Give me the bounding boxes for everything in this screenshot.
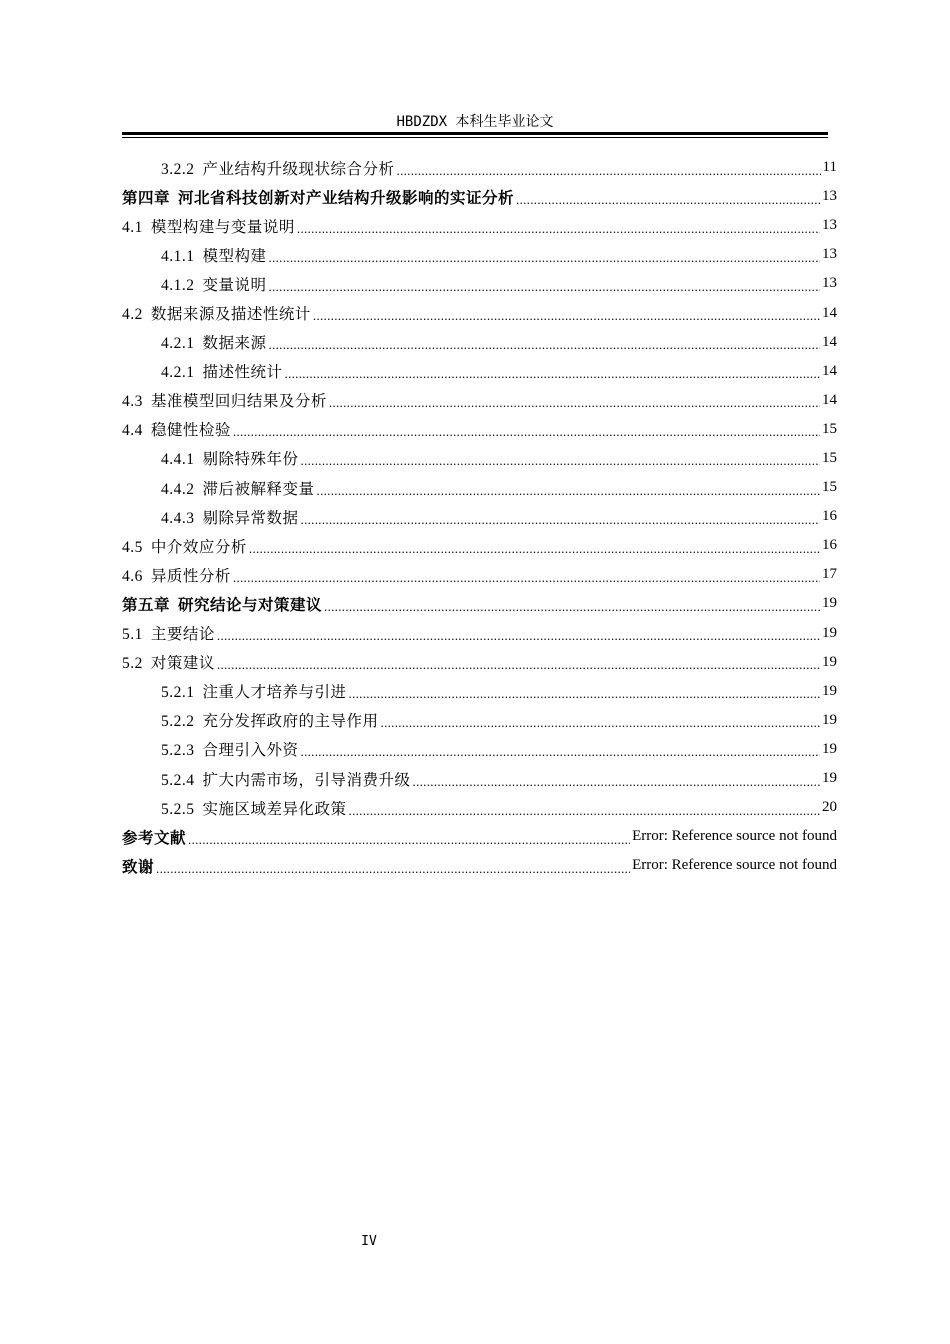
toc-entry-number: 4.4.3: [161, 509, 195, 527]
header-rule-thin: [122, 137, 828, 138]
toc-entry-title: 剔除特殊年份: [202, 450, 299, 469]
dot-leader: [285, 366, 820, 382]
toc-entry-label: [122, 389, 327, 411]
toc-entry-page: 13: [822, 246, 837, 263]
toc-entry-label: [122, 418, 231, 440]
toc-entry-title: 产业结构升级现状综合分析: [202, 159, 395, 178]
toc-entry[interactable]: [122, 822, 837, 851]
toc-entry-number: 4.1.1: [161, 247, 195, 265]
toc-entry-page: 19: [822, 595, 837, 612]
toc-entry-page: 19: [822, 624, 837, 641]
toc-entry-number: 5.2.3: [161, 742, 195, 760]
toc-entry[interactable]: [122, 793, 837, 822]
toc-entry-label: [122, 826, 186, 848]
toc-entry-title: 致谢: [122, 856, 155, 876]
toc-entry-label: [161, 447, 299, 469]
dot-leader: [329, 395, 820, 411]
toc-entry[interactable]: [122, 444, 837, 473]
toc-entry-title: 模型构建: [202, 246, 267, 265]
toc-entry-number: 4.1.2: [161, 276, 195, 294]
toc-entry-page: 19: [822, 711, 837, 728]
toc-entry-label: [161, 738, 299, 760]
toc-entry-title: 参考文献: [122, 827, 187, 847]
toc-entry-label: [161, 680, 347, 702]
toc-entry-title: 模型构建与变量说明: [150, 217, 295, 236]
toc-entry[interactable]: [122, 619, 837, 648]
toc-entry-page: Error: Reference source not found: [632, 857, 837, 874]
toc-entry[interactable]: [122, 706, 837, 735]
toc-entry-page: 13: [822, 217, 837, 234]
toc-entry-title: 中介效应分析: [150, 537, 247, 556]
toc-entry[interactable]: [122, 851, 837, 880]
toc-entry-title: 扩大内需市场，引导消费升级: [202, 770, 411, 789]
toc-entry-label: [122, 535, 247, 557]
toc-entry-title: 稳健性检验: [150, 421, 231, 440]
dot-leader: [269, 250, 820, 266]
toc-entry-number: 4.3: [122, 393, 143, 411]
toc-entry-number: 4.1: [122, 218, 143, 236]
toc-entry-label: [161, 331, 267, 353]
toc-entry[interactable]: [122, 357, 837, 386]
toc-entry-label: [161, 360, 283, 382]
page-number: IV: [361, 1234, 377, 1249]
toc-entry-label: [161, 506, 299, 528]
toc-entry-number: 第四章: [122, 188, 171, 207]
toc-entry-number: 5.2.5: [161, 800, 195, 818]
dot-leader: [297, 221, 820, 237]
table-of-contents: [122, 153, 837, 880]
toc-entry-page: 17: [822, 566, 837, 583]
toc-entry[interactable]: [122, 182, 837, 211]
toc-entry[interactable]: [122, 473, 837, 502]
toc-entry[interactable]: [122, 677, 837, 706]
toc-entry-number: 5.1: [122, 626, 143, 644]
toc-entry[interactable]: [122, 153, 837, 182]
toc-entry-page: 14: [822, 391, 837, 408]
toc-entry-page: 20: [822, 799, 837, 816]
toc-entry-title: 注重人才培养与引进: [202, 683, 347, 702]
toc-entry-page: 19: [822, 740, 837, 757]
toc-entry-label: [122, 302, 311, 324]
toc-entry-number: 第五章: [122, 595, 171, 614]
toc-entry-label: [161, 709, 379, 731]
dot-leader: [301, 512, 820, 528]
toc-entry[interactable]: [122, 648, 837, 677]
dot-leader: [349, 686, 820, 702]
dot-leader: [156, 861, 630, 877]
dot-leader: [249, 541, 820, 557]
toc-entry-number: 4.2.1: [161, 364, 195, 382]
toc-entry-label: [122, 186, 514, 208]
dot-leader: [397, 163, 821, 179]
toc-entry[interactable]: [122, 269, 837, 298]
toc-entry-page: 13: [822, 188, 837, 205]
toc-entry-page: Error: Reference source not found: [632, 828, 837, 845]
toc-entry-label: [161, 273, 267, 295]
toc-entry-number: 4.4.2: [161, 480, 195, 498]
toc-entry-number: 4.5: [122, 538, 143, 556]
toc-entry-label: [122, 564, 231, 586]
toc-entry-title: 河北省科技创新对产业结构升级影响的实证分析: [178, 187, 515, 207]
toc-entry[interactable]: [122, 589, 837, 618]
toc-entry-label: [161, 768, 411, 790]
toc-entry-page: 19: [822, 653, 837, 670]
toc-entry[interactable]: [122, 328, 837, 357]
toc-entry-number: 4.2: [122, 306, 143, 324]
dot-leader: [233, 570, 820, 586]
dot-leader: [516, 192, 820, 208]
toc-entry-page: 15: [822, 420, 837, 437]
toc-entry-title: 滞后被解释变量: [202, 479, 315, 498]
dot-leader: [301, 744, 820, 760]
toc-entry-title: 数据来源及描述性统计: [150, 305, 311, 324]
toc-entry-title: 主要结论: [150, 625, 215, 644]
toc-entry-title: 剔除异常数据: [202, 508, 299, 527]
dot-leader: [313, 308, 820, 324]
toc-entry-number: 5.2.1: [161, 684, 195, 702]
toc-entry-label: [122, 855, 154, 877]
toc-entry-label: [161, 797, 347, 819]
toc-entry-number: 4.4: [122, 422, 143, 440]
dot-leader: [381, 715, 820, 731]
toc-entry[interactable]: [122, 531, 837, 560]
toc-entry-label: [161, 244, 267, 266]
toc-entry-label: [122, 651, 215, 673]
toc-entry-number: 4.2.1: [161, 335, 195, 353]
toc-entry-title: 变量说明: [202, 275, 267, 294]
toc-entry-title: 实施区域差异化政策: [202, 799, 347, 818]
toc-entry-title: 合理引入外资: [202, 741, 299, 760]
toc-entry-page: 19: [822, 682, 837, 699]
toc-entry[interactable]: [122, 764, 837, 793]
toc-entry-page: 16: [822, 508, 837, 525]
dot-leader: [324, 599, 820, 615]
toc-entry-number: 5.2.4: [161, 771, 195, 789]
toc-entry[interactable]: [122, 502, 837, 531]
toc-entry-page: 13: [822, 275, 837, 292]
toc-entry[interactable]: [122, 386, 837, 415]
toc-entry-number: 4.4.1: [161, 451, 195, 469]
toc-entry-page: 16: [822, 537, 837, 554]
toc-entry-page: 14: [822, 333, 837, 350]
toc-entry-page: 11: [822, 159, 837, 176]
dot-leader: [349, 803, 820, 819]
toc-entry-label: [161, 477, 315, 499]
toc-entry-title: 数据来源: [202, 334, 267, 353]
toc-entry-label: [122, 593, 322, 615]
dot-leader: [269, 337, 820, 353]
toc-entry-label: [122, 215, 295, 237]
toc-entry-page: 14: [822, 304, 837, 321]
toc-entry[interactable]: [122, 560, 837, 589]
toc-entry-title: 基准模型回归结果及分析: [150, 392, 327, 411]
dot-leader: [413, 774, 820, 790]
toc-entry-label: [122, 622, 215, 644]
header-rule-thick: [122, 132, 828, 135]
toc-entry[interactable]: [122, 240, 837, 269]
dot-leader: [217, 628, 820, 644]
dot-leader: [233, 424, 820, 440]
toc-entry-number: 5.2.2: [161, 713, 195, 731]
toc-entry[interactable]: [122, 298, 837, 327]
toc-entry-title: 异质性分析: [150, 566, 231, 585]
toc-entry-page: 14: [822, 362, 837, 379]
dot-leader: [317, 483, 820, 499]
toc-entry-title: 描述性统计: [202, 363, 283, 382]
toc-entry-number: 4.6: [122, 567, 143, 585]
page-header: HBDZDX 本科生毕业论文: [396, 114, 554, 130]
toc-entry[interactable]: [122, 211, 837, 240]
toc-entry-page: 15: [822, 479, 837, 496]
toc-entry-number: 5.2: [122, 655, 143, 673]
toc-entry[interactable]: [122, 735, 837, 764]
toc-entry-title: 研究结论与对策建议: [178, 594, 323, 614]
toc-entry-number: 3.2.2: [161, 160, 195, 178]
dot-leader: [301, 453, 820, 469]
toc-entry-title: 对策建议: [150, 654, 215, 673]
toc-entry[interactable]: [122, 415, 837, 444]
dot-leader: [269, 279, 820, 295]
dot-leader: [217, 657, 820, 673]
toc-entry-label: [161, 157, 395, 179]
toc-entry-page: 15: [822, 449, 837, 466]
dot-leader: [188, 832, 630, 848]
toc-entry-title: 充分发挥政府的主导作用: [202, 712, 379, 731]
toc-entry-page: 19: [822, 770, 837, 787]
